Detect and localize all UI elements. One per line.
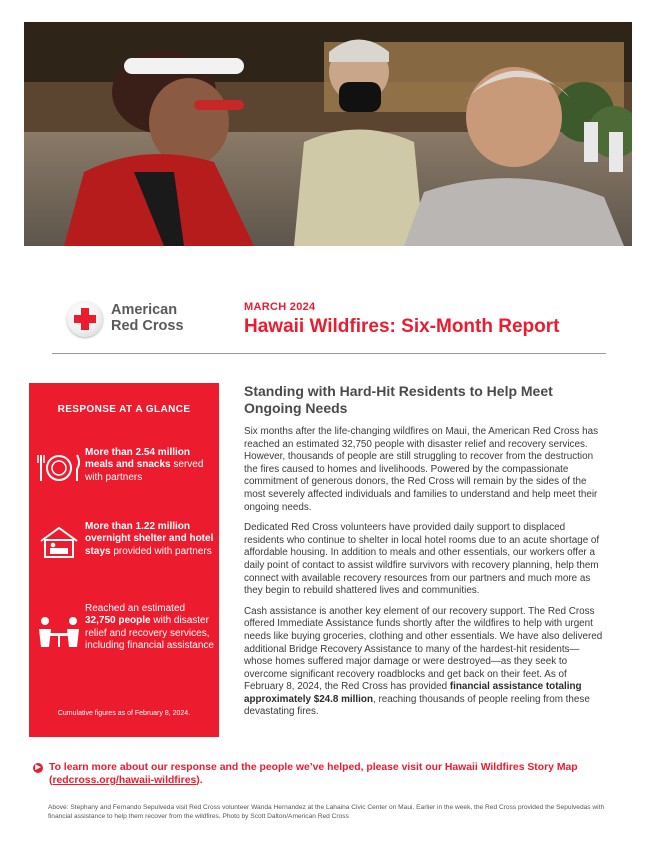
- american-red-cross-logo: [67, 300, 207, 340]
- article-heading: Standing with Hard-Hit Residents to Help Meet Ongoing Needs: [244, 383, 553, 416]
- stat-detail: served with partners: [85, 459, 204, 483]
- arrow-right-circle-icon: ▶: [33, 763, 43, 773]
- stat-highlight: 32,750 people: [85, 615, 151, 627]
- stat-detail: provided with partners: [113, 545, 212, 557]
- stat-text: [85, 447, 215, 484]
- panel-footnote: Cumulative figures as of February 8, 2024.: [57, 710, 191, 717]
- photo-caption: Above: Stephany and Fernando Sepulveda visit Red Cross volunteer Wanda Hernandez at the Lahaina Civic Center on Maui. Earlier in the week, the Red Cross provided the Sepulvedas with financial assistance to help them recover from the wildfires. Photo by Scott Dalton/American Red Cross: [48, 804, 605, 820]
- stat-detail: with disaster relief and recovery services, including financial assistance: [85, 615, 214, 651]
- stat-highlight: More than 2.54 million meals and snacks: [85, 447, 191, 471]
- house-bed-icon: [35, 525, 83, 559]
- header-divider: [52, 353, 606, 354]
- response-at-a-glance-panel: [29, 383, 219, 737]
- callout-lead: To learn more about our response and the people we’ve helped, please visit our Hawaii Wildfires Story Map (: [49, 762, 578, 786]
- logo-line-2: Red Cross: [111, 318, 184, 334]
- callout-text: [33, 762, 613, 788]
- stat-text: [85, 521, 215, 558]
- article-paragraph-1: Six months after the life-changing wildfires on Maui, the American Red Cross has reached an estimated 32,750 people with disaster relief and recovery services. However, thousands of people are still struggling to recover from the destruction the fires caused to homes and livelihoods. Powered by the compassionate commitment of generous donors, the Red Cross will remain by the sides of the most severely affected individuals and families to understand and help meet their ongoing needs.: [244, 426, 599, 513]
- report-date: MARCH 2024: [244, 301, 316, 313]
- stat-highlight: More than 1.22 million overnight shelter and hotel stays: [85, 521, 214, 557]
- people-assistance-icon: [35, 615, 83, 649]
- callout-end: ).: [196, 774, 203, 786]
- hero-photo: [24, 22, 632, 246]
- financial-assistance-highlight: financial assistance totaling approximately $24.8 million: [244, 681, 582, 705]
- article-paragraph-3: [244, 606, 606, 719]
- plate-fork-knife-icon: [35, 451, 83, 485]
- red-cross-icon: [67, 301, 103, 337]
- story-map-callout: [33, 762, 613, 788]
- logo-wordmark: [111, 302, 184, 334]
- story-map-link[interactable]: redcross.org/hawaii-wildfires: [52, 774, 197, 786]
- panel-heading: RESPONSE AT A GLANCE: [57, 404, 191, 415]
- photo-volunteers-and-residents-icon: [24, 22, 632, 246]
- logo-line-1: American: [111, 302, 178, 318]
- article-paragraph-2: Dedicated Red Cross volunteers have provided daily support to displaced residents who continue to shelter in local hotel rooms due to an acute shortage of affordable housing. In addition to meals and other essentials, our workers offer a daily point of contact to assist wildfire survivors with recovery planning, help them connect with available recovery resources from our partners and much more as they begin to rebuild shattered lives and communities.: [244, 522, 600, 597]
- stat-lead: Reached an estimated: [85, 603, 186, 614]
- paragraph-text-end: , reaching thousands of people reeling from these devastating fires.: [244, 693, 590, 718]
- stat-text: [85, 603, 215, 652]
- paragraph-text: Cash assistance is another key element of our recovery support. The Red Cross offered Immediate Assistance funds shortly after the wildfires to help with urgent needs like buying groceries, clothing and other essentials. We have also delivered additional Bridge Recovery Assistance to many of the hardest-hit residents—whose homes suffered major damage or were destroyed—as they seek to overcome significant recovery roadblocks and get back on their feet. As of February 8, 2024, the Red Cross has provided: [244, 605, 603, 693]
- article: [244, 383, 606, 727]
- page-title: Hawaii Wildfires: Six-Month Report: [244, 316, 560, 337]
